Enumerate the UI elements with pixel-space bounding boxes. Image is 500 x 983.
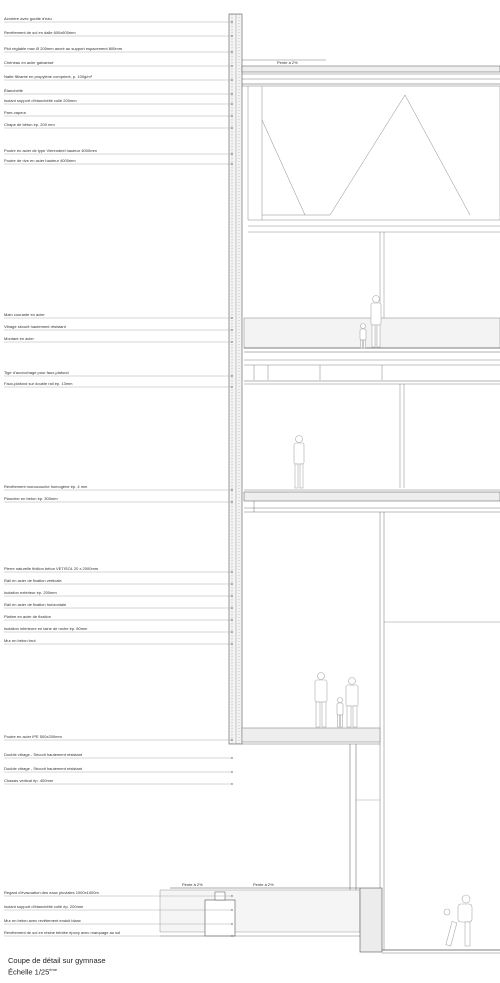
leader-dot xyxy=(231,643,232,644)
annotation-label: Montant en acier xyxy=(4,336,34,341)
leader-dot xyxy=(231,163,232,164)
title-line-1: Coupe de détail sur gymnase xyxy=(8,956,106,965)
leader-dot xyxy=(231,341,232,342)
annotation-label: Revêtement de sol en résine teintée époxy avec marquage au sol xyxy=(4,930,121,935)
annotation-label: Rail en acier de fixation horizontale xyxy=(4,602,67,607)
leader-dot xyxy=(231,329,232,330)
leader-dot xyxy=(231,501,232,502)
leader-dot xyxy=(231,115,232,116)
leader-dot xyxy=(231,923,232,924)
annotation-label: Regard d'évacuation des eaux pluviales 1000x1000m xyxy=(4,890,99,895)
annotation-label: Chassis vertical ép. 400mm xyxy=(4,778,54,783)
basketball-player xyxy=(444,895,472,946)
leader-dot xyxy=(231,571,232,572)
annotation-label: Étanchéité xyxy=(4,88,23,93)
annotation-label: Revêtement de sol en dalle 600x600mm xyxy=(4,30,76,35)
exterior-wall xyxy=(229,14,242,744)
scale-suffix: ème xyxy=(49,967,58,972)
slope-label-ground-left: Pente à 2% xyxy=(182,882,203,887)
annotation-label: Revêtement monocouche homogène ép. 4 mm xyxy=(4,484,88,489)
person-middle xyxy=(294,436,304,489)
annotation-label: Isolation intérieure en laine de roche ép. 80mm xyxy=(4,626,88,631)
leader-dot xyxy=(231,127,232,128)
annotation-label: Isolant support d'étanchéité collé ép. 200mm xyxy=(4,904,84,909)
lower-hall xyxy=(242,512,500,950)
floor-slab xyxy=(244,490,500,512)
annotation-label: Vitrage sécurit hautement résistant xyxy=(4,324,66,329)
annotation-label: Poutre en acier IPE 500x200mm xyxy=(4,734,62,739)
drawing-title xyxy=(8,956,106,977)
annotation-label: Rail en acier de fixation verticale xyxy=(4,578,62,583)
person-lower-2 xyxy=(346,678,358,728)
annotation-label: Tige d'accrochage pour faux-plafond xyxy=(4,370,69,375)
person-lower-1 xyxy=(315,673,327,728)
title-line-2 xyxy=(8,965,106,977)
annotation-label: Faux-plafond sur double rail ép. 13mm xyxy=(4,381,73,386)
leader-dot xyxy=(231,65,232,66)
annotation-label: Acrotère avec goutte d'eau xyxy=(4,16,52,21)
annotation-label: Poutre en acier de type Vierendeel hauteur 4000mm xyxy=(4,148,97,153)
leader-dot xyxy=(231,739,232,740)
leader-dot xyxy=(231,103,232,104)
annotation-label: Plot réglable max Ø 200mm ancré au support espacement 800mm xyxy=(4,46,123,51)
leader-dot xyxy=(231,909,232,910)
person-lower-child xyxy=(337,698,343,728)
leader-dot xyxy=(231,35,232,36)
leader-dot xyxy=(231,757,232,758)
leader-dot xyxy=(231,935,232,936)
annotation-label: Double vitrage - Sécurit hautement résistant xyxy=(4,752,83,757)
annotation-label: Natte filtrante en propylène comprimé, p. 100g/m² xyxy=(4,74,93,79)
leader-dot xyxy=(231,631,232,632)
leader-dot xyxy=(231,595,232,596)
leader-dot xyxy=(231,771,232,772)
annotation-label: Poutre de rive en acier hauteur 4000mm xyxy=(4,158,76,163)
annotation-label: Isolation extérieur ép. 200mm xyxy=(4,590,57,595)
annotation-label: Mur en béton brut xyxy=(4,638,36,643)
scale-figures xyxy=(294,296,472,947)
annotation-label: Mur en béton avec revêtement enduit blanc xyxy=(4,918,81,923)
annotation-label: Chape de béton ép. 200 mm xyxy=(4,122,55,127)
leader-dot xyxy=(231,93,232,94)
annotation-label: Main courante en acier xyxy=(4,312,45,317)
leader-dot xyxy=(231,79,232,80)
leader-dot xyxy=(231,783,232,784)
annotation-label: Platine en acier de fixation xyxy=(4,614,51,619)
slope-label-roof: Pente à 2% xyxy=(277,60,298,65)
leader-dot xyxy=(231,489,232,490)
scale-text: Échelle 1/25 xyxy=(8,967,50,977)
annotation-label: Chéneau en acier galvanisé xyxy=(4,60,54,65)
annotation-label: Double vitrage - Sécurit hautement résistant xyxy=(4,766,83,771)
leader-dot xyxy=(231,153,232,154)
annotation-label: Pare-vapeur xyxy=(4,110,27,115)
annotation-label: Pierre naturelle finition béton VETISOL 20 x 2000mm xyxy=(4,566,99,571)
leader-dot xyxy=(231,386,232,387)
leader-dot xyxy=(231,895,232,896)
annotation-label: Isolant support d'étanchéité collé 200mm xyxy=(4,98,77,103)
leader-dot xyxy=(231,51,232,52)
slope-label-ground-right: Pente à 2% xyxy=(253,882,274,887)
leader-dot xyxy=(231,21,232,22)
leader-dot xyxy=(231,375,232,376)
leader-dot xyxy=(231,607,232,608)
vierendeel-truss xyxy=(248,86,500,320)
leader-dot xyxy=(231,619,232,620)
leader-dot xyxy=(231,317,232,318)
leader-dot xyxy=(231,583,232,584)
annotation-label: Plancher en béton ép. 300mm xyxy=(4,496,58,501)
